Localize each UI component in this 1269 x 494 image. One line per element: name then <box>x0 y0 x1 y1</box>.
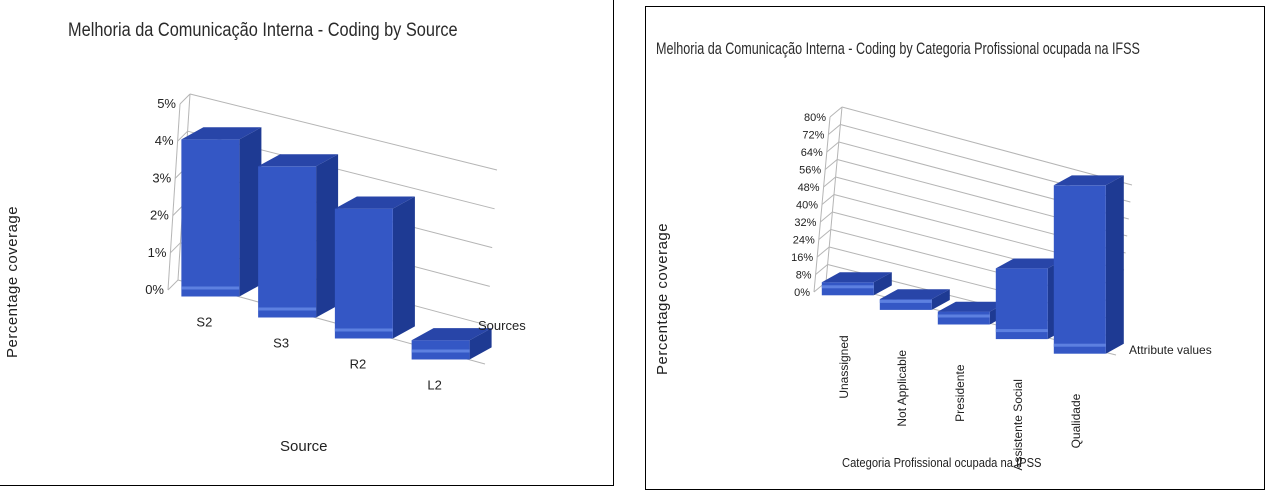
x-tick-label: Presidente <box>952 364 967 422</box>
series-axis-label: Sources <box>478 318 526 333</box>
gridline-side <box>816 265 828 275</box>
y-tick-label: 16% <box>791 252 814 264</box>
x-tick-label: S2 <box>196 314 213 330</box>
x-axis-label: Source <box>280 438 328 455</box>
x-tick-label: Unassigned <box>836 335 851 399</box>
gridline-side <box>824 177 836 187</box>
series-axis-label: Attribute values <box>1129 343 1212 357</box>
y-tick-label: 5% <box>157 96 176 111</box>
axis-front <box>168 104 180 290</box>
y-tick-label: 4% <box>154 133 174 149</box>
chart-panel-categoria <box>645 6 1265 490</box>
gridline-side <box>173 206 183 216</box>
gridline-side <box>830 107 842 117</box>
gridline-side <box>828 125 840 135</box>
y-tick-label: 32% <box>794 217 817 229</box>
gridline-side <box>820 212 832 222</box>
y-tick-label: 72% <box>802 129 825 142</box>
bar <box>181 127 261 296</box>
x-tick-label: Qualidade <box>1068 393 1083 449</box>
gridline-side <box>817 247 829 257</box>
x-tick-label: Assistente Social <box>1010 379 1025 471</box>
y-tick-label: 80% <box>803 112 826 124</box>
chart-plot <box>0 0 612 484</box>
x-tick-label: L2 <box>427 377 442 393</box>
bar <box>880 289 950 310</box>
chart-title: Melhoria da Comunicação Interna - Coding by Categoria Profissional ocupada na IFSS <box>656 39 1140 58</box>
gridline-side <box>822 195 834 205</box>
y-tick-label: 2% <box>150 207 169 223</box>
gridline-side <box>170 243 180 253</box>
y-tick-label: 0% <box>145 282 164 297</box>
y-tick-label: 8% <box>795 269 812 282</box>
y-axis-label: Percentage coverage <box>4 205 21 358</box>
bar <box>822 272 892 295</box>
y-tick-label: 64% <box>800 147 823 159</box>
gridline-side <box>825 160 837 170</box>
y-tick-label: 0% <box>794 287 810 299</box>
gridline-side <box>827 142 839 152</box>
gridline-side <box>168 280 178 290</box>
chart-title: Melhoria da Comunicação Interna - Coding by Source <box>68 20 458 41</box>
y-tick-label: 56% <box>799 164 822 177</box>
gridline <box>842 107 1132 185</box>
bar <box>258 154 338 317</box>
x-tick-label: Not Applicable <box>894 349 909 427</box>
y-tick-label: 24% <box>792 234 815 247</box>
x-tick-label: R2 <box>349 356 367 372</box>
y-tick-label: 1% <box>147 244 167 260</box>
bar <box>1054 175 1124 353</box>
bar <box>335 197 415 339</box>
y-tick-label: 3% <box>152 170 172 186</box>
gridline-side <box>819 230 831 240</box>
x-tick-label: S3 <box>273 335 290 351</box>
chart-panel-source <box>0 0 614 486</box>
y-axis-label: Percentage coverage <box>654 222 671 375</box>
x-axis-label: Categoria Profissional ocupada na IPSS <box>842 455 1042 470</box>
chart-plot <box>646 7 1264 489</box>
gridline-side <box>180 94 190 104</box>
y-tick-label: 40% <box>795 199 818 212</box>
y-tick-label: 48% <box>797 182 820 194</box>
